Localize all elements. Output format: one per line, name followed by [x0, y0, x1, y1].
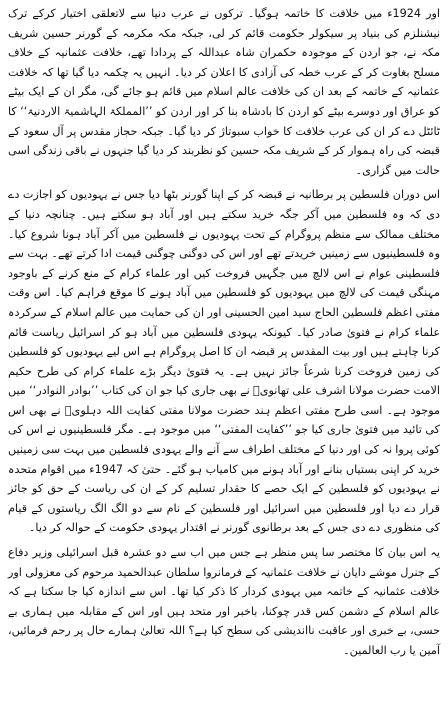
paragraph-caliphate-history: اور 1924ء میں خلافت کا خاتمہ ہوگیا۔ ترکوں نے عرب دنیا سے لاتعلقی اختیار کرکے ترک نیشنلزم کی بنیاد پر سیکولر حکومت قائم کر لی، جبکہ مکہ مکرمہ کے گورنر حسین شریف مکہ نے، جو اردن کے موجودہ حکمران شاہ عبداللہ کے پردادا تھے، خلافت عثمانیہ کے خلاف مسلح بغاوت کر کے عرب خطہ کی آزادی کا اعلان کر دیا۔ انہیں یہ چکمہ دیا گیا تھا کہ خلافت عثمانیہ کے خاتمہ کے بعد ان کی خلافت عالم اسلام میں قائم ہو جائے گی، مگر ان کے ایک بیٹے کو عراق اور دوسرے بیٹے کو اردن کا بادشاہ بنا کر اور اردن کو ’’المملکۃ الہاشمیۃ الاردنیۃ‘‘ کا ٹائٹل دے کر ان کی عرب خلافت کا خواب سبوتاژ کر دیا گیا۔ جبکہ حجاز مقدس پر آل سعود کے قبضہ کی راہ ہموار کر کے شریف مکہ حسین کو نظربند کر دیا گیا جنہوں نے باقی زندگی اسی حالت میں گزاری۔: [8, 7, 440, 177]
paragraph-palestine-settlement: اس دوران فلسطین پر برطانیہ نے قبضہ کر کے اپنا گورنر بٹھا دیا جس نے یہودیوں کو اجازت دے دی کہ وہ فلسطین میں آکر جگہ خرید سکتے ہیں اور آباد ہو سکتے ہیں۔ چنانچہ دنیا کے مختلف ممالک سے منظم پروگرام کے تحت یہودیوں نے فلسطین میں آکر آباد ہونا شروع کیا۔ وہ فلسطینیوں سے زمینیں خریدتے تھے اور اس کی دوگنی چوگنی قیمت ادا کرتے تھے۔ بہت سے فلسطینی عوام نے اس لالچ میں جگہیں فروخت کیں اور علماء کرام کے منع کرنے کے باوجود مہنگی قیمت کی لالچ میں یہودیوں کو فلسطین میں آباد ہونے کا موقع فراہم کیا۔ اس وقت مفتی اعظم فلسطین الحاج سید امین الحسینی اور ان کی حمایت میں عالم اسلام کے سرکردہ علماء کرام نے فتویٰ صادر کیا۔ کیونکہ یہودی فلسطین میں آباد ہو کر اسرائیل ریاست قائم کرنا چاہتے ہیں اور بیت المقدس پر قبضہ ان کا اصل پروگرام ہے اس لیے یہودیوں کو فلسطین کی زمین فروخت کرنا شرعاً جائز نہیں ہے۔ یہ فتویٰ دیگر بڑے علماء کرام کی طرح حکیم الامت حضرت مولانا اشرف علی تھانویؒ نے بھی جاری کیا جو ان کی کتاب ’’بوادر النوادر‘‘ میں موجود ہے۔ اسی طرح مفتی اعظم ہند حضرت مولانا مفتی کفایت اللہ دہلویؒ نے بھی اس کی تائید میں فتویٰ جاری کیا جو ’’کفایت المفتی‘‘ میں موجود ہے۔ مگر فلسطینیوں نے اس کی کوئی پروا نہ کی اور دنیا کے مختلف اطراف سے آنے والے یہودی فلسطین میں بہت سی زمینیں خرید کر اپنی بستیاں بنانے اور آباد ہونے میں کامیاب ہو گئے۔ حتیٰ کہ 1947ء میں اقوام متحدہ نے یہودیوں کو فلسطین کے ایک حصے کا حقدار تسلیم کر کے ان کی ریاست کے حق کو جائز قرار دے دیا اور فلسطین میں اسرائیل اور فلسطین کے نام سے دو الگ الگ ریاستوں کے قیام کی منظوری دے دی جس کے بعد برطانوی گورنر نے اقتدار یہودی حکومت کے حوالہ کر دیا۔: [8, 188, 440, 535]
paragraph-conclusion: یہ اس بیان کا مختصر سا پس منظر ہے جس میں اب سے دو عشرہ قبل اسرائیلی وزیر دفاع کے جنرل موشے دایان نے خلافت عثمانیہ کے فرمانروا سلطان عبدالحمید مرحوم کی معزولی اور خلافت عثمانیہ کے خاتمہ میں یہودی کردار کا ذکر کیا تھا۔ اس سے اندازہ کیا جا سکتا ہے کہ عالم اسلام کے دشمن کس قدر چوکنا، باخبر اور متحد ہیں اور اس کے مقابلہ میں ہماری بے حسی، بے خبری اور عاقبت نااندیشی کی سطح کیا ہے؟ اللہ تعالیٰ ہمارے حال پر رحم فرمائیں، آمین یا رب العالمین۔: [8, 546, 440, 657]
